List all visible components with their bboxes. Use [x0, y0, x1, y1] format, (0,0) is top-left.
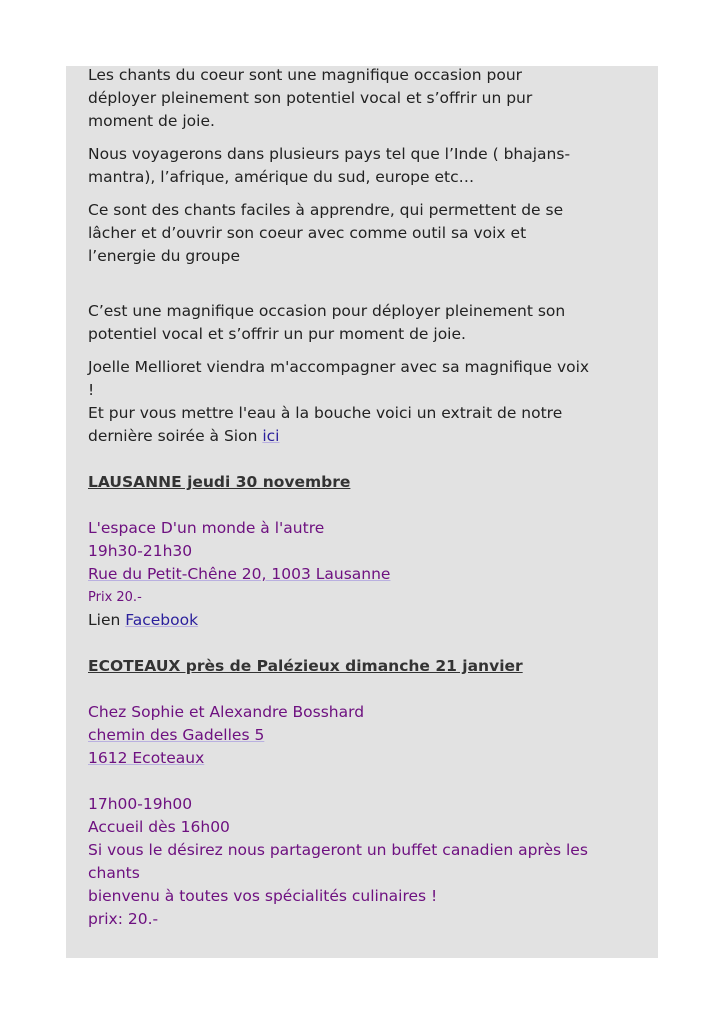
- intro-paragraph-3: Ce sont des chants faciles à apprendre, qui permettent de se lâcher et d’ouvrir son coeur avec comme outil sa voix et l’energie du groupe: [88, 201, 564, 265]
- intro-paragraph-1: Les chants du coeur sont une magnifique occasion pour déployer pleinement son potentiel vocal et s’offrir un pur moment de joie.: [88, 66, 533, 130]
- ecoteaux-buffet: Si vous le désirez nous partageront un buffet canadien après les chants bienvenu à toutes vos spécialités culinaires !: [88, 841, 588, 905]
- lausanne-price: Prix 20.-: [88, 590, 142, 605]
- lausanne-venue: L'espace D'un monde à l'autre: [88, 519, 325, 537]
- ecoteaux-welcome: Accueil dès 16h00: [88, 818, 230, 836]
- lausanne-address-link[interactable]: Rue du Petit-Chêne 20, 1003 Lausanne: [88, 565, 391, 583]
- ecoteaux-street-link[interactable]: chemin des Gadelles 5: [88, 726, 265, 744]
- lausanne-time: 19h30-21h30: [88, 542, 193, 560]
- sion-extract-link[interactable]: ici: [262, 427, 280, 445]
- ecoteaux-city-link[interactable]: 1612 Ecoteaux: [88, 749, 205, 767]
- lausanne-facebook-line: Lien Facebook: [88, 611, 199, 629]
- page-content: [88, 64, 648, 931]
- ecoteaux-time: 17h00-19h00: [88, 795, 193, 813]
- intro-paragraph-4: C’est une magnifique occasion pour déployer pleinement son potentiel vocal et s’offrir un pur moment de joie.: [88, 302, 566, 343]
- ecoteaux-price: prix: 20.-: [88, 910, 159, 928]
- intro-paragraph-2: Nous voyagerons dans plusieurs pays tel que l’Inde ( bhajans- mantra), l’afrique, amérique du sud, europe etc…: [88, 145, 571, 186]
- ecoteaux-heading: ECOTEAUX près de Palézieux dimanche 21 janvier: [88, 657, 523, 675]
- intro-paragraph-5: Joelle Mellioret viendra m'accompagner avec sa magnifique voix ! Et pur vous mettre l'eau à la bouche voici un extrait de notre dernière soirée à Sion ici: [88, 358, 590, 445]
- lausanne-heading: LAUSANNE jeudi 30 novembre: [88, 473, 351, 491]
- ecoteaux-host: Chez Sophie et Alexandre Bosshard: [88, 703, 365, 721]
- facebook-link[interactable]: Facebook: [125, 611, 199, 629]
